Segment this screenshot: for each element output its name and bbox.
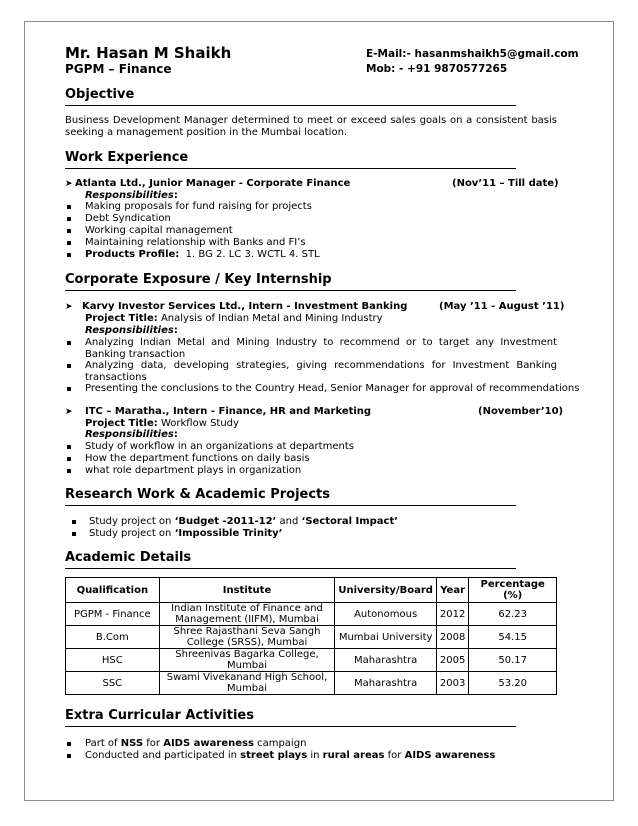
research-item-2: Study project on ‘Impossible Trinity’ [89,528,283,539]
list-item: Analyzing Indian Metal and Mining Industry to recommend or to target any Investment Banking transaction [85,337,557,360]
section-title-work: Work Experience [65,150,189,165]
square-bullet-icon [67,253,71,257]
table-cell: 2005 [436,649,468,672]
column-header: University/Board [335,578,437,603]
square-bullet-icon [67,229,71,233]
arrow-bullet-icon: ➤ [65,179,73,189]
square-bullet-icon [72,520,76,524]
section-divider [65,568,516,569]
list-item: Study of workflow in an organizations at departments [85,441,354,452]
list-item: what role department plays in organization [85,465,302,476]
karvy-project: Project Title: Analysis of Indian Metal and Mining Industry [85,313,383,324]
table-cell: HSC [66,649,160,672]
list-item: Presenting the conclusions to the Country Head, Senior Manager for approval of recommendations [85,383,580,394]
column-header: Year [436,578,468,603]
table-row [66,603,557,626]
section-divider [65,505,516,506]
section-title-objective: Objective [65,87,135,102]
square-bullet-icon [67,742,71,746]
square-bullet-icon [67,445,71,449]
arrow-bullet-icon: ➤ [65,407,73,417]
table-row [66,649,557,672]
list-item: Working capital management [85,225,233,236]
research-item-1: Study project on ‘Budget -2011-12’ and ‘Sectoral Impact’ [89,516,399,527]
list-item: Analyzing data, developing strategies, giving recommendations for Investment Banking transactions [85,360,557,383]
work-dates: (Nov’11 – Till date) [452,178,559,189]
list-item: Making proposals for fund raising for projects [85,201,312,212]
work-resp-label: Responsibilities: [85,190,178,201]
square-bullet-icon [67,469,71,473]
table-cell: 2008 [436,626,468,649]
table-cell: Maharashtra [335,649,437,672]
table-cell: 2003 [436,672,468,695]
section-title-extra: Extra Curricular Activities [65,708,254,723]
table-cell: 50.17 [469,649,557,672]
list-item: How the department functions on daily basis [85,453,310,464]
column-header: Institute [159,578,335,603]
extra-item-2: Conducted and participated in street plays in rural areas for AIDS awareness [85,750,496,761]
square-bullet-icon [67,457,71,461]
section-divider [65,726,516,727]
table-cell: SSC [66,672,160,695]
column-header: Percentage (%) [469,578,557,603]
table-cell: 2012 [436,603,468,626]
table-cell: Indian Institute of Finance and Management (IIFM), Mumbai [159,603,335,626]
column-header: Qualification [66,578,160,603]
table-cell: Maharashtra [335,672,437,695]
table-row [66,672,557,695]
square-bullet-icon [67,241,71,245]
itc-project: Project Title: Workflow Study [85,418,239,429]
objective-text: Business Development Manager determined to meet or exceed sales goals on a consistent basis seeking a management position in the Mumbai location. [65,115,557,138]
list-item: Debt Syndication [85,213,171,224]
table-cell: 54.15 [469,626,557,649]
karvy-dates: (May ’11 - August ’11) [439,301,565,312]
table-cell: Shree Rajasthani Seva Sangh College (SRSS), Mumbai [159,626,335,649]
square-bullet-icon [67,387,71,391]
table-cell: Mumbai University [335,626,437,649]
karvy-company: Karvy Investor Services Ltd., Intern - Investment Banking [82,301,408,312]
table-row [66,626,557,649]
section-divider [65,105,516,106]
table-cell: Shreenivas Bagarka College, Mumbai [159,649,335,672]
square-bullet-icon [72,532,76,536]
candidate-name: Mr. Hasan M Shaikh [65,44,232,62]
academic-table [65,577,557,695]
table-cell: B.Com [66,626,160,649]
square-bullet-icon [67,364,71,368]
list-item: Maintaining relationship with Banks and FI’s [85,237,306,248]
itc-company: ITC – Maratha., Intern - Finance, HR and Marketing [85,406,372,417]
table-cell: 62.23 [469,603,557,626]
section-divider [65,168,516,169]
work-company: Atlanta Ltd., Junior Manager - Corporate Finance [75,178,351,189]
table-cell: PGPM - Finance [66,603,160,626]
arrow-bullet-icon: ➤ [65,302,73,312]
itc-resp-label: Responsibilities: [85,429,178,440]
table-cell: 53.20 [469,672,557,695]
products-profile: Products Profile: 1. BG 2. LC 3. WCTL 4. STL [85,249,320,260]
section-title-corporate: Corporate Exposure / Key Internship [65,272,332,287]
extra-item-1: Part of NSS for AIDS awareness campaign [85,738,307,749]
candidate-subtitle: PGPM – Finance [65,62,172,76]
section-title-research: Research Work & Academic Projects [65,487,331,502]
table-header-row [66,578,557,603]
square-bullet-icon [67,217,71,221]
square-bullet-icon [67,754,71,758]
section-title-academic: Academic Details [65,550,192,565]
mobile: Mob: - +91 9870577265 [366,63,508,75]
section-divider [65,290,516,291]
email[interactable]: E-Mail:- hasanmshaikh5@gmail.com [366,48,579,60]
itc-dates: (November’10) [478,406,564,417]
table-cell: Autonomous [335,603,437,626]
square-bullet-icon [67,341,71,345]
table-cell: Swami Vivekanand High School, Mumbai [159,672,335,695]
karvy-resp-label: Responsibilities: [85,325,178,336]
square-bullet-icon [67,205,71,209]
